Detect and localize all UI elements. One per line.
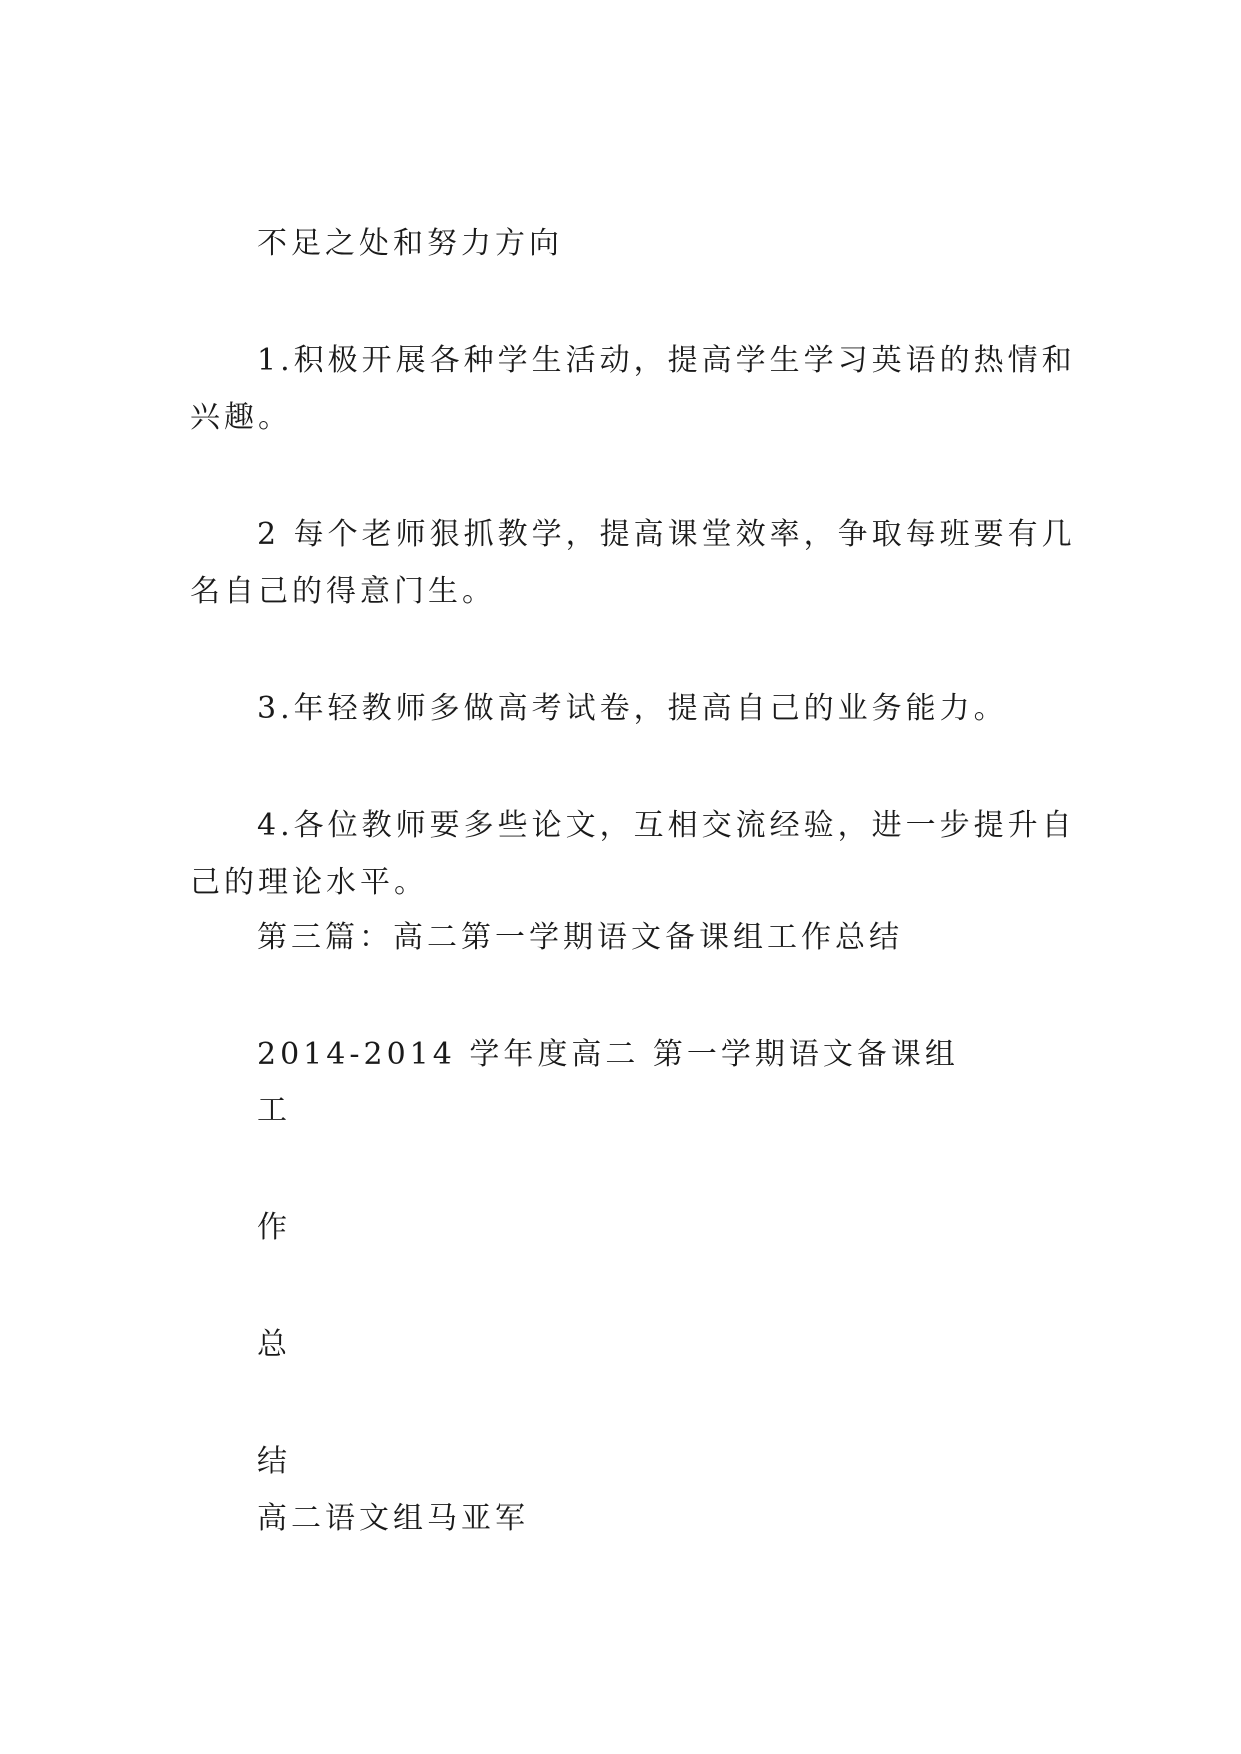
- list-item-2-line-2: 名自己的得意门生。: [190, 574, 496, 609]
- list-item-4-line-1: 4.各位教师要多些论文，互相交流经验，进一步提升自: [257, 808, 1076, 843]
- vertical-char-1: 工: [257, 1093, 291, 1128]
- list-item-4-line-2: 己的理论水平。: [190, 865, 428, 900]
- section-heading: 不足之处和努力方向: [257, 226, 563, 261]
- list-item-2-line-1: 2 每个老师狠抓教学，提高课堂效率，争取每班要有几: [257, 517, 1076, 552]
- chapter-title: 第三篇：高二第一学期语文备课组工作总结: [257, 920, 903, 955]
- author: 高二语文组马亚军: [257, 1501, 529, 1536]
- list-item-1-line-2: 兴趣。: [190, 400, 292, 435]
- vertical-char-2: 作: [257, 1210, 291, 1245]
- list-item-1-line-1: 1.积极开展各种学生活动，提高学生学习英语的热情和: [257, 343, 1076, 378]
- subtitle: 2014-2014 学年度高二 第一学期语文备课组: [257, 1037, 959, 1072]
- vertical-char-4: 结: [257, 1444, 291, 1479]
- vertical-char-3: 总: [257, 1327, 291, 1362]
- list-item-3-line-1: 3.年轻教师多做高考试卷，提高自己的业务能力。: [257, 691, 1008, 726]
